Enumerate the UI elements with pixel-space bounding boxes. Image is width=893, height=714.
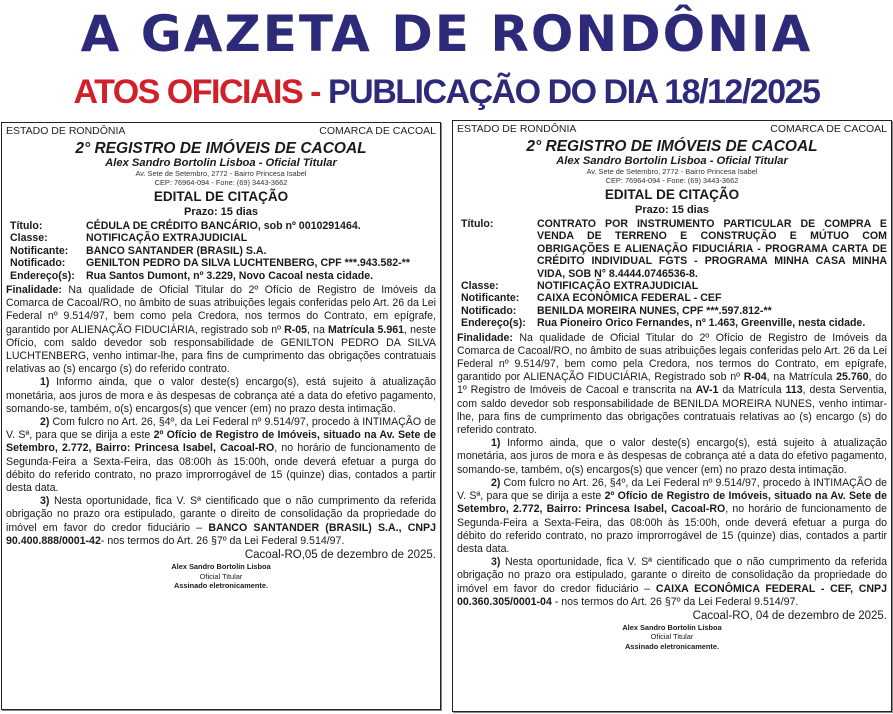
field-label: Notificante:: [461, 292, 520, 305]
creditor-name: BANCO SANTANDER (BRASIL) S.A., CNPJ 90.400.888/0001-42: [6, 521, 436, 547]
item-number: 1): [40, 376, 50, 389]
address-line: Av. Sete de Setembro, 2772 - Bairro Princesa Isabel: [135, 169, 307, 178]
notice-date: Cacoal-RO,05 de dezembro de 2025.: [244, 549, 436, 562]
contact-line: CEP: 76964-094 - Fone: (69) 3443-3662: [154, 178, 288, 187]
notice-date: Cacoal-RO, 04 de dezembro de 2025.: [692, 609, 887, 622]
field-notificado: [10, 257, 436, 269]
field-value: Rua Pioneiro Orico Fernandes, nº 1.463, Greenville, nesta cidade.: [537, 317, 866, 330]
masthead: [0, 0, 893, 118]
notice-header-row: [457, 123, 887, 136]
finalidade-paragraph: [6, 284, 436, 376]
field-value: BENILDA MOREIRA NUNES, CPF ***.597.812-**: [537, 304, 772, 317]
finalidade-text: , na: [307, 323, 328, 336]
finalidade-text: Na qualidade de Oficial Titular do 2º Ofício de Registro de Imóveis da Comarca de Cacoal/RO, no âmbito de suas atribuições legais conferidas pelo Art. 26 da Lei Federal nº 9.514/97, bem como pela Credora, nos termos do Contrato, em epígrafe, garantido por ALIENAÇÃO FIDUCIÁRIA, Registrado sob nº: [457, 331, 887, 384]
notice-fields: [10, 220, 436, 282]
item-2-paragraph: [457, 477, 887, 556]
averbacao-number: AV-1: [695, 384, 719, 397]
field-classe: [10, 232, 436, 244]
field-endereco: [10, 270, 436, 282]
office-address: 2º Ofício de Registro de Imóveis, situado na Av. Sete de Setembro, 2.772, Bairro: Princesa Isabel, Cacoal-RO: [6, 429, 436, 455]
item-1-paragraph: [6, 376, 436, 416]
finalidade-text: Na qualidade de Oficial Titular do 2º Ofício de Registro de Imóveis da Comarca de Cacoal/RO, no âmbito de suas atribuições legais conferidas pelo Art. 26 da Lei Federal nº 9.514/97, bem como pela Credora, nos termos do Contrato, em epígrafe, garantido por ALIENAÇÃO FIDUCIÁRIA, registrado sob nº: [6, 284, 436, 336]
comarca-label: COMARCA DE CACOAL: [319, 125, 436, 137]
notice-left: [1, 122, 441, 710]
item-text: Informo ainda, que o valor deste(s) encargo(s), está sujeito à atualização monetária, aos juros de mora e às despesas de cobrança até a data do efetivo pagamento, somando-se, também, o(s) encargos(s) que vencer (em) no prazo desta intimação.: [457, 437, 887, 476]
finalidade-text: , neste Ofício, com saldo devedor sob responsabilidade de GENILTON PEDRO DA SILVA LUCHTENBERG, venho intimar-lhe, para fins de cumprimento das obrigações contratuais relativas ao (s) encargo (s) do referido contrato.: [6, 323, 436, 376]
field-label: Classe:: [10, 232, 48, 245]
item-text: , no horário de funcionamento de Segunda-Feira a Sexta-Feira, das 08:00h às 15:00h, onde deverá efetuar a purga do débito do referido contrato, no prazo improrrogável de 15 (quinze) dias, contados a partir desta data.: [457, 503, 887, 555]
matricula-number: 25.760: [836, 371, 869, 384]
item-number: 3): [40, 495, 50, 508]
finalidade-text: da Matrícula: [718, 384, 786, 397]
registration-number: R-05: [284, 323, 308, 336]
notice-fields: [461, 218, 887, 330]
publication-banner: [0, 70, 893, 114]
state-label: ESTADO DE RONDÔNIA: [457, 123, 577, 135]
item-text: - nos termos do Art. 26 §7º da Lei Federal 9.514/97.: [100, 534, 345, 547]
state-label: ESTADO DE RONDÔNIA: [6, 125, 126, 137]
signature-name: Alex Sandro Bortolin Lisboa: [171, 562, 271, 572]
banner-separator: -: [310, 73, 320, 111]
field-notificante: [461, 292, 887, 304]
signature-status: Assinado eletronicamente.: [624, 641, 720, 651]
item-2-paragraph: [6, 416, 436, 495]
field-notificado: [461, 305, 887, 317]
field-value: BANCO SANTANDER (BRASIL) S.A.: [86, 244, 267, 257]
field-endereco: [461, 317, 887, 329]
registration-number: R-04: [743, 371, 767, 384]
field-label: Notificado:: [10, 257, 66, 270]
item-text: - nos termos do Art. 26 §7º da Lei Federal 9.514/97.: [551, 595, 799, 608]
field-value: CAIXA ECONÔMICA FEDERAL - CEF: [537, 292, 722, 305]
field-label: Notificado:: [461, 304, 517, 317]
address-line: Av. Sete de Setembro, 2772 - Bairro Princesa Isabel: [586, 167, 758, 176]
contact-line: CEP: 76964-094 - Fone: (69) 3443-3662: [605, 176, 739, 185]
finalidade-label: Finalidade:: [457, 331, 513, 344]
field-label: Endereço(s):: [461, 317, 526, 330]
item-text: Com fulcro no Art. 26, §4º, da Lei Federal nº 9.514/97, procedo à INTIMAÇÃO de V. Sª, para que se dirija a este: [6, 416, 436, 442]
finalidade-text: , do 1º Registro de Imóveis de Cacoal e transcrita na: [457, 371, 888, 397]
item-text: Informo ainda, que o valor deste(s) encargo(s), está sujeito à atualização monetária, aos juros de mora e às despesas de cobrança até a data do efetivo pagamento, somando-se, também, o(s) encargos(s) que vencer (em) no prazo desta intimação.: [6, 376, 436, 415]
registry-name: 2° REGISTRO DE IMÓVEIS DE CACOAL: [75, 140, 367, 157]
field-label: Título:: [10, 220, 43, 232]
field-label: Endereço(s):: [10, 269, 75, 282]
field-label: Classe:: [461, 280, 499, 293]
item-3-paragraph: [457, 556, 887, 609]
matricula-number: 113: [785, 384, 803, 397]
office-address: 2º Ofício de Registro de Imóveis, situado na Av. Sete de Setembro, 2.772, Bairro: Princesa Isabel, Cacoal-RO: [457, 490, 887, 516]
field-value: CONTRATO POR INSTRUMENTO PARTICULAR DE COMPRA E VENDA DE TERRENO E CONSTRUÇÃO E MÚTUO COM OBRIGAÇÕES E ALIENAÇÃO FIDUCIÁRIA - PROGRAMA CARTA DE CRÉDITO INDIVIDUAL FGTS - PROGRAMA MINHA CASA MINHA VIDA, SOB N° 8.4444.0746536-8.: [537, 218, 887, 280]
item-3-paragraph: [6, 495, 436, 548]
officer-name: Alex Sandro Bortolin Lisboa - Oficial Titular: [556, 155, 788, 167]
creditor-name: CAIXA ECONÔMICA FEDERAL - CEF, CNPJ 00.360.305/0001-04: [457, 582, 887, 608]
comarca-label: COMARCA DE CACOAL: [770, 123, 887, 135]
item-number: 2): [40, 416, 50, 429]
field-notificante: [10, 245, 436, 257]
section-title: ATOS OFICIAIS: [73, 73, 303, 111]
matricula-number: Matrícula 5.961: [327, 323, 405, 336]
field-value: NOTIFICAÇÃO EXTRAJUDICIAL: [537, 280, 699, 293]
item-text: , no horário de funcionamento de Segunda-Feira a Sexta-Feira, das 08:00h às 15:00h, onde deverá efetuar a purga do débito do referido contrato, no prazo improrrogável de 15 (quinze) dias, contados a partir desta data.: [6, 442, 436, 495]
field-value: CÉDULA DE CRÉDITO BANCÁRIO, sob nº 0010291464.: [86, 220, 361, 232]
deadline: Prazo: 15 dias: [184, 206, 258, 218]
item-number: 2): [491, 476, 501, 489]
document-title: EDITAL DE CITAÇÃO: [153, 189, 289, 204]
field-classe: [461, 280, 887, 292]
finalidade-text: , desta Serventia, com saldo devedor sob responsabilidade de BENILDA MOREIRA NUNES, venho intimar-lhe, para fins de cumprimento das obrigações contratuais relativas ao (s) encargo (s) do referido contrato.: [457, 384, 887, 437]
deadline: Prazo: 15 dias: [635, 204, 709, 216]
item-number: 1): [491, 437, 501, 450]
signature-role: Oficial Titular: [650, 632, 694, 642]
notice-right: [452, 120, 892, 712]
item-number: 3): [491, 556, 501, 569]
signature-role: Oficial Titular: [199, 571, 243, 581]
item-text: Com fulcro no Art. 26, §4º, da Lei Federal nº 9.514/97, procedo à INTIMAÇÃO de V. Sª, para que se dirija a este: [457, 476, 887, 503]
field-titulo: [461, 218, 887, 280]
document-title: EDITAL DE CITAÇÃO: [604, 187, 740, 202]
officer-name: Alex Sandro Bortolin Lisboa - Oficial Titular: [105, 157, 337, 169]
notice-header-row: [6, 125, 436, 138]
finalidade-text: , na Matrícula: [766, 371, 837, 384]
finalidade-paragraph: [457, 332, 887, 438]
newspaper-title: A GAZETA DE RONDÔNIA: [80, 5, 813, 63]
publication-date: PUBLICAÇÃO DO DIA 18/12/2025: [327, 73, 820, 111]
registry-name: 2° REGISTRO DE IMÓVEIS DE CACOAL: [526, 138, 818, 155]
signature-status: Assinado eletronicamente.: [173, 580, 269, 590]
item-text: Nesta oportunidade, fica V. Sª cientificado que o não cumprimento da referida obrigação no prazo ora estipulado, garante o direito de consolidação da propriedade do imóvel em favor do credor fiduciário –: [457, 556, 887, 595]
field-value: Rua Santos Dumont, nº 3.229, Novo Cacoal nesta cidade.: [86, 269, 374, 282]
field-label: Notificante:: [10, 244, 69, 257]
finalidade-label: Finalidade:: [6, 284, 62, 297]
field-value: GENILTON PEDRO DA SILVA LUCHTENBERG, CPF ***.943.582-**: [86, 257, 410, 270]
field-titulo: [10, 220, 436, 232]
field-label: Título:: [461, 218, 494, 230]
item-text: Nesta oportunidade, fica V. Sª cientificado que o não cumprimento da referida obrigação no prazo ora estipulado, garante o direito de consolidação da propriedade do imóvel em favor do credor fiduciário –: [6, 495, 436, 534]
signature-name: Alex Sandro Bortolin Lisboa: [622, 622, 722, 632]
item-1-paragraph: [457, 437, 887, 477]
field-value: NOTIFICAÇÃO EXTRAJUDICIAL: [86, 232, 248, 245]
